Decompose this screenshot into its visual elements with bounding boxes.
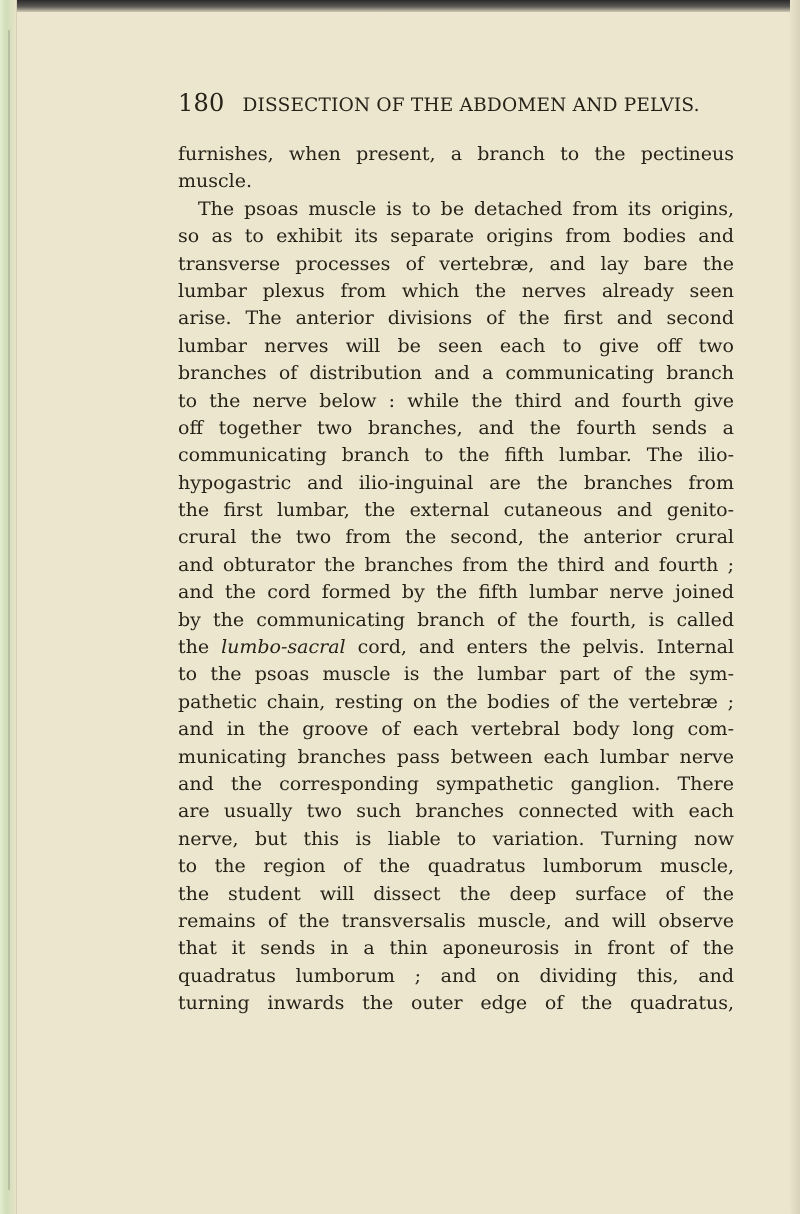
text-line: by the communicating branch of the fourth, is called <box>178 608 734 631</box>
text-line: furnishes, when present, a branch to the pectineus <box>178 143 734 165</box>
text-line: to the nerve below : while the third and fourth give <box>178 389 734 412</box>
text-line: the first lumbar, the external cutaneous and genito- <box>178 499 734 522</box>
text-fragment: the <box>178 636 210 659</box>
text-line: lumbar nerves will be seen each to give off two <box>178 334 734 357</box>
text-line: to the region of the quadratus lumborum muscle, <box>178 855 734 878</box>
text-line: remains of the transversalis muscle, and will observe <box>178 909 734 932</box>
text-line: branches of distribution and a communicating branch <box>178 362 734 385</box>
page-right-edge <box>790 0 800 1214</box>
text-line: are usually two such branches connected with each <box>178 800 734 823</box>
italic-term: lumbo-sacral <box>221 636 346 659</box>
text-line: to the psoas muscle is the lumbar part of the sym- <box>178 663 734 686</box>
body-text <box>178 141 734 1018</box>
text-line: municating branches pass between each lumbar nerve <box>178 745 734 768</box>
text-line: and in the groove of each vertebral body long com- <box>178 718 734 741</box>
text-line: the student will dissect the deep surface of the <box>178 882 734 905</box>
text-line: pathetic chain, resting on the bodies of the vertebræ ; <box>178 690 734 713</box>
text-line: so as to exhibit its separate origins from bodies and <box>178 225 734 248</box>
text-line: The psoas muscle is to be detached from its origins, <box>198 197 734 220</box>
binding-crease <box>8 30 10 1190</box>
text-line: lumbar plexus from which the nerves already seen <box>178 279 734 302</box>
text-line: nerve, but this is liable to variation. Turning now <box>178 827 734 850</box>
text-line: communicating branch to the fifth lumbar. The ilio- <box>178 444 734 467</box>
text-line: and the cord formed by the fifth lumbar nerve joined <box>178 581 734 604</box>
page-number: 180 <box>178 89 225 117</box>
text-line: muscle. <box>178 170 253 193</box>
text-line: and the corresponding sympathetic ganglion. There <box>178 772 734 795</box>
text-line: crural the two from the second, the anterior crural <box>178 526 734 549</box>
running-head <box>178 89 738 119</box>
text-line: quadratus lumborum ; and on dividing this, and <box>178 964 734 987</box>
text-line: that it sends in a thin aponeurosis in front of the <box>178 937 734 960</box>
page-top-edge <box>0 0 800 12</box>
text-line: arise. The anterior divisions of the first and second <box>178 307 734 330</box>
text-line: transverse processes of vertebræ, and lay bare the <box>178 252 734 275</box>
text-line <box>178 634 734 661</box>
chapter-title: DISSECTION OF THE ABDOMEN AND PELVIS. <box>242 95 700 116</box>
text-line: off together two branches, and the fourth sends a <box>178 416 734 439</box>
text-fragment: cord, and enters the pelvis. Internal <box>357 636 735 659</box>
text-line: turning inwards the outer edge of the quadratus, <box>178 992 734 1015</box>
book-binding-edge <box>0 0 17 1214</box>
text-line: and obturator the branches from the third and fourth ; <box>178 553 734 576</box>
text-line: hypogastric and ilio-inguinal are the branches from <box>178 471 734 494</box>
